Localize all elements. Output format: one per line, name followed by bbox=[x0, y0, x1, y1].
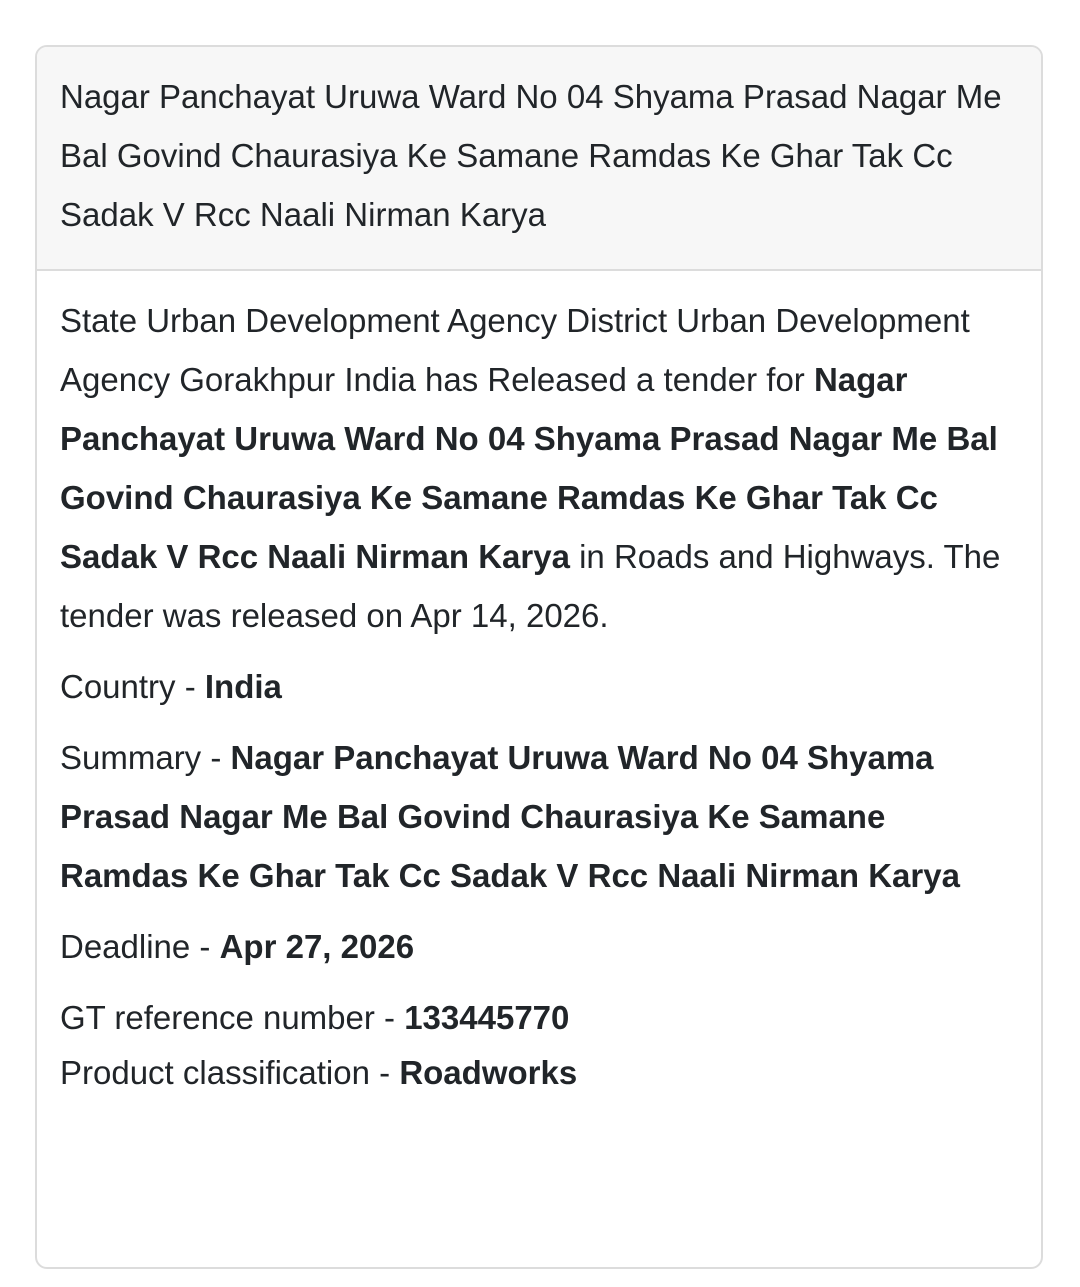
tender-description: State Urban Development Agency District Urban Development Agency Gorakhpur India has Released a tender for Nagar Panchayat Uruwa Ward No 04 Shyama Prasad Nagar Me Bal Govind Chaurasiya Ke Samane Ramdas Ke Ghar Tak Cc Sadak V Rcc Naali Nirman Karya in Roads and Highways. The tender was released on Apr 14, 2026. bbox=[60, 302, 1001, 634]
field-gt-reference: GT reference number - 133445770 bbox=[60, 999, 570, 1036]
tender-title: Nagar Panchayat Uruwa Ward No 04 Shyama Prasad Nagar Me Bal Govind Chaurasiya Ke Samane Ramdas Ke Ghar Tak Cc Sadak V Rcc Naali Nirman Karya bbox=[37, 47, 1041, 271]
field-product-classification: Product classification - Roadworks bbox=[60, 1054, 578, 1091]
field-summary: Summary - Nagar Panchayat Uruwa Ward No 04 Shyama Prasad Nagar Me Bal Govind Chaurasiya Ke Samane Ramdas Ke Ghar Tak Cc Sadak V Rcc Naali Nirman Karya bbox=[60, 739, 960, 894]
tender-details bbox=[37, 271, 1041, 1102]
field-country: Country - India bbox=[60, 668, 282, 705]
field-deadline: Deadline - Apr 27, 2026 bbox=[60, 928, 415, 965]
tender-card bbox=[35, 45, 1043, 1269]
